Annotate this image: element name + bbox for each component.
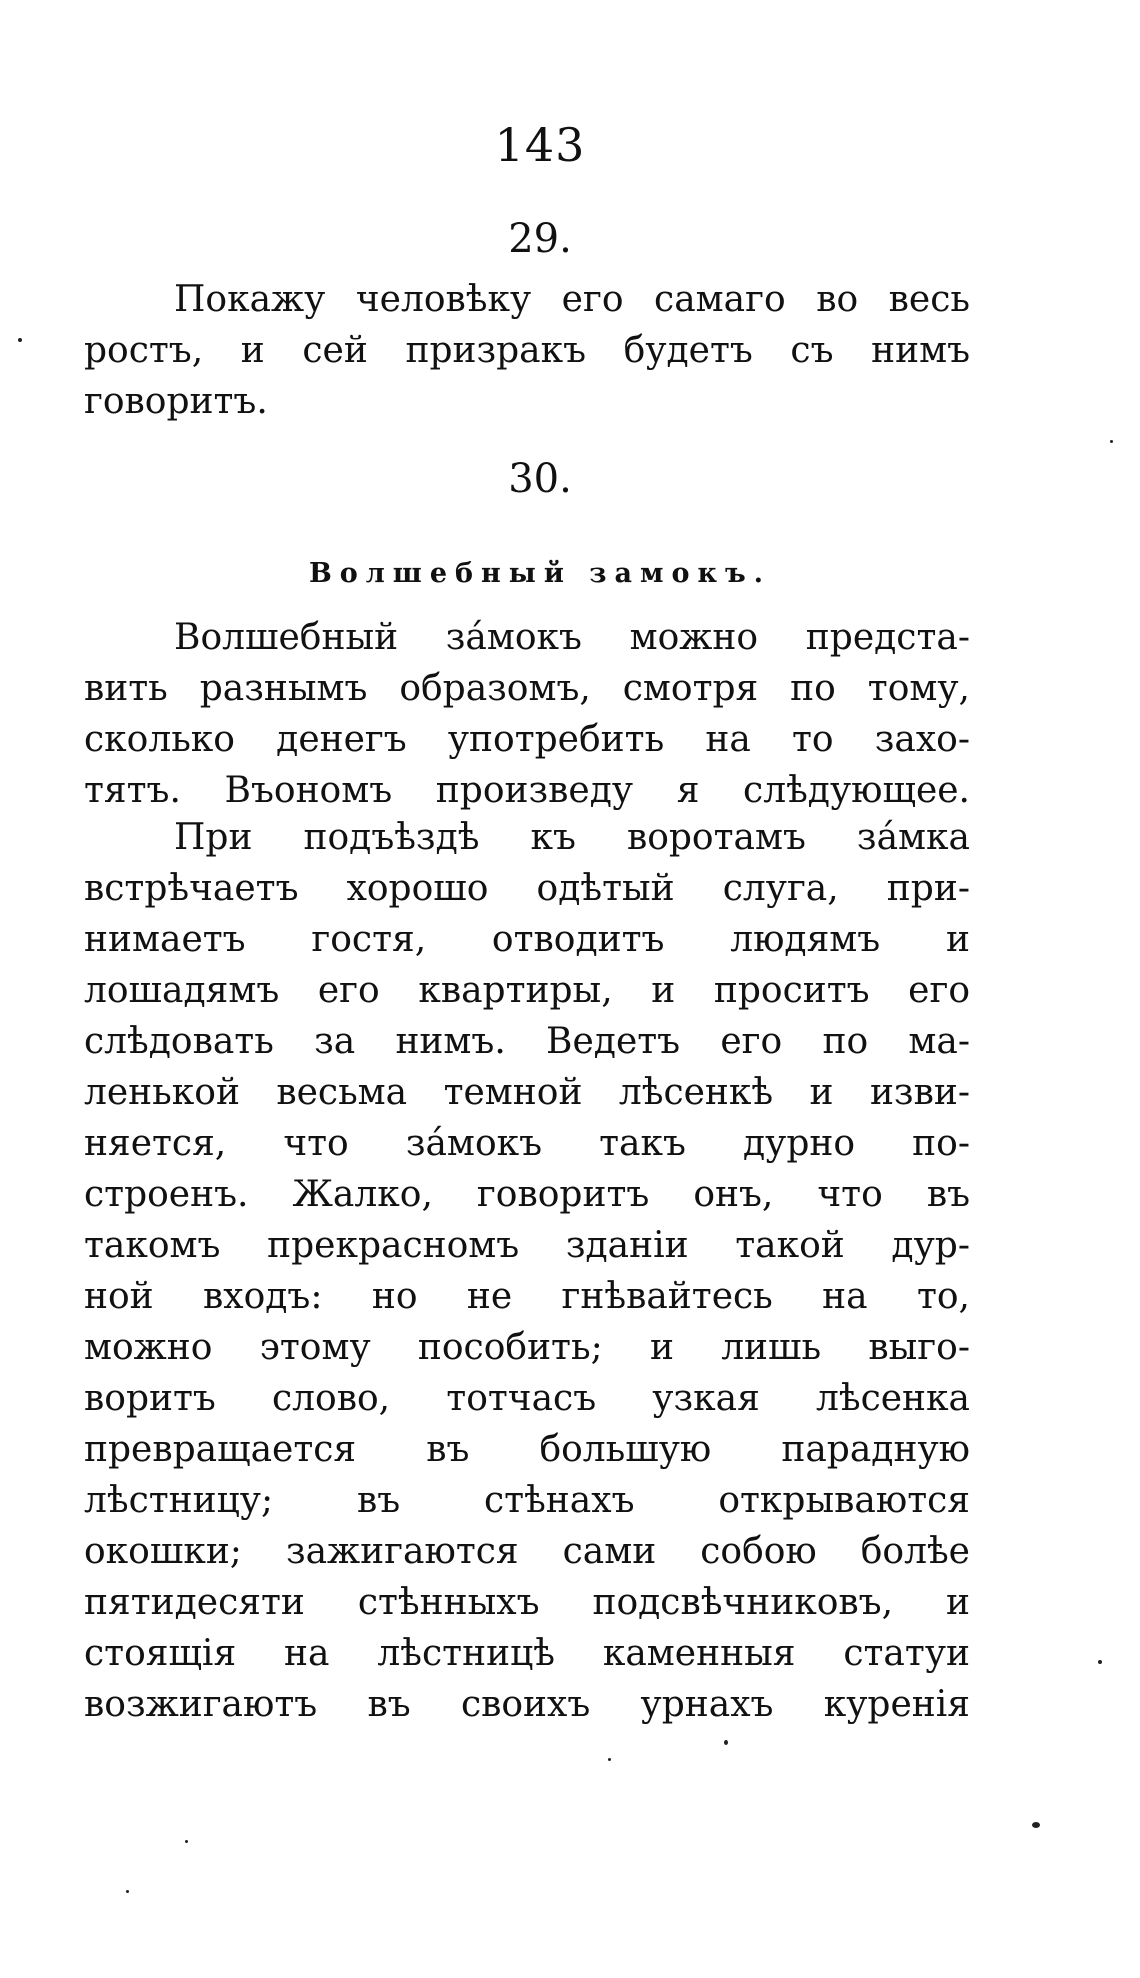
scan-speck bbox=[185, 1840, 188, 1843]
text-line: строенъ. Жалко, говоритъ онъ, что въ bbox=[84, 1174, 970, 1215]
text-line: превращается въ большую парадную bbox=[84, 1429, 970, 1470]
text-line: пятидесяти стѣнныхъ подсвѣчниковъ, и bbox=[84, 1582, 970, 1623]
text-line: сколько денегъ употребить на то захо- bbox=[84, 719, 970, 760]
scan-speck bbox=[1032, 1822, 1040, 1828]
text-line: лѣстницу; въ стѣнахъ открываются bbox=[84, 1480, 970, 1521]
paragraph-29-1 bbox=[84, 274, 970, 427]
text-line: воритъ слово, тотчасъ узкая лѣсенка bbox=[84, 1378, 970, 1419]
text-line: няется, что за́мокъ такъ дурно по- bbox=[84, 1123, 970, 1164]
text-line: ной входъ: но не гнѣвайтесь на то, bbox=[84, 1276, 970, 1317]
paragraph-30-2 bbox=[84, 812, 970, 1730]
page-number: 143 bbox=[494, 118, 586, 172]
section-title: Волшебный замокъ. bbox=[308, 558, 772, 589]
text-line: Волшебный за́мокъ можно предста- bbox=[174, 617, 970, 658]
text-line: нимаетъ гостя, отводитъ людямъ и bbox=[84, 919, 970, 960]
text-line: такомъ прекрасномъ зданіи такой дур- bbox=[84, 1225, 970, 1266]
scan-speck bbox=[126, 1890, 129, 1893]
text-line: окошки; зажигаются сами собою болѣе bbox=[84, 1531, 970, 1572]
scan-speck bbox=[18, 338, 22, 342]
text-line: ленькой весьма темной лѣсенкѣ и изви- bbox=[84, 1072, 970, 1113]
text-line: стоящія на лѣстницѣ каменныя статуи bbox=[84, 1633, 970, 1674]
text-line: тятъ. Въономъ произведу я слѣдующее. bbox=[84, 770, 970, 811]
text-line: Покажу человѣку его самаго во весь bbox=[174, 279, 970, 320]
section-number-29: 29. bbox=[508, 216, 572, 262]
scan-speck bbox=[1110, 440, 1113, 443]
paragraph-30-1 bbox=[84, 612, 970, 816]
text-line: ростъ, и сей призракъ будетъ съ нимъ bbox=[84, 330, 970, 371]
text-line: возжигаютъ въ своихъ урнахъ куренія bbox=[84, 1684, 970, 1725]
text-line: вить разнымъ образомъ, смотря по тому, bbox=[84, 668, 970, 709]
section-number-30: 30. bbox=[508, 456, 572, 502]
text-line: При подъѣздѣ къ воротамъ за́мка bbox=[174, 817, 970, 858]
scan-speck bbox=[608, 1758, 611, 1761]
scan-speck bbox=[724, 1740, 728, 1745]
text-line: говоритъ. bbox=[84, 381, 268, 422]
text-line: лошадямъ его квартиры, и проситъ его bbox=[84, 970, 970, 1011]
text-line: слѣдовать за нимъ. Ведетъ его по ма- bbox=[84, 1021, 970, 1062]
scan-speck bbox=[1098, 1660, 1102, 1664]
text-line: можно этому пособить; и лишь выго- bbox=[84, 1327, 970, 1368]
text-line: встрѣчаетъ хорошо одѣтый слуга, при- bbox=[84, 868, 970, 909]
